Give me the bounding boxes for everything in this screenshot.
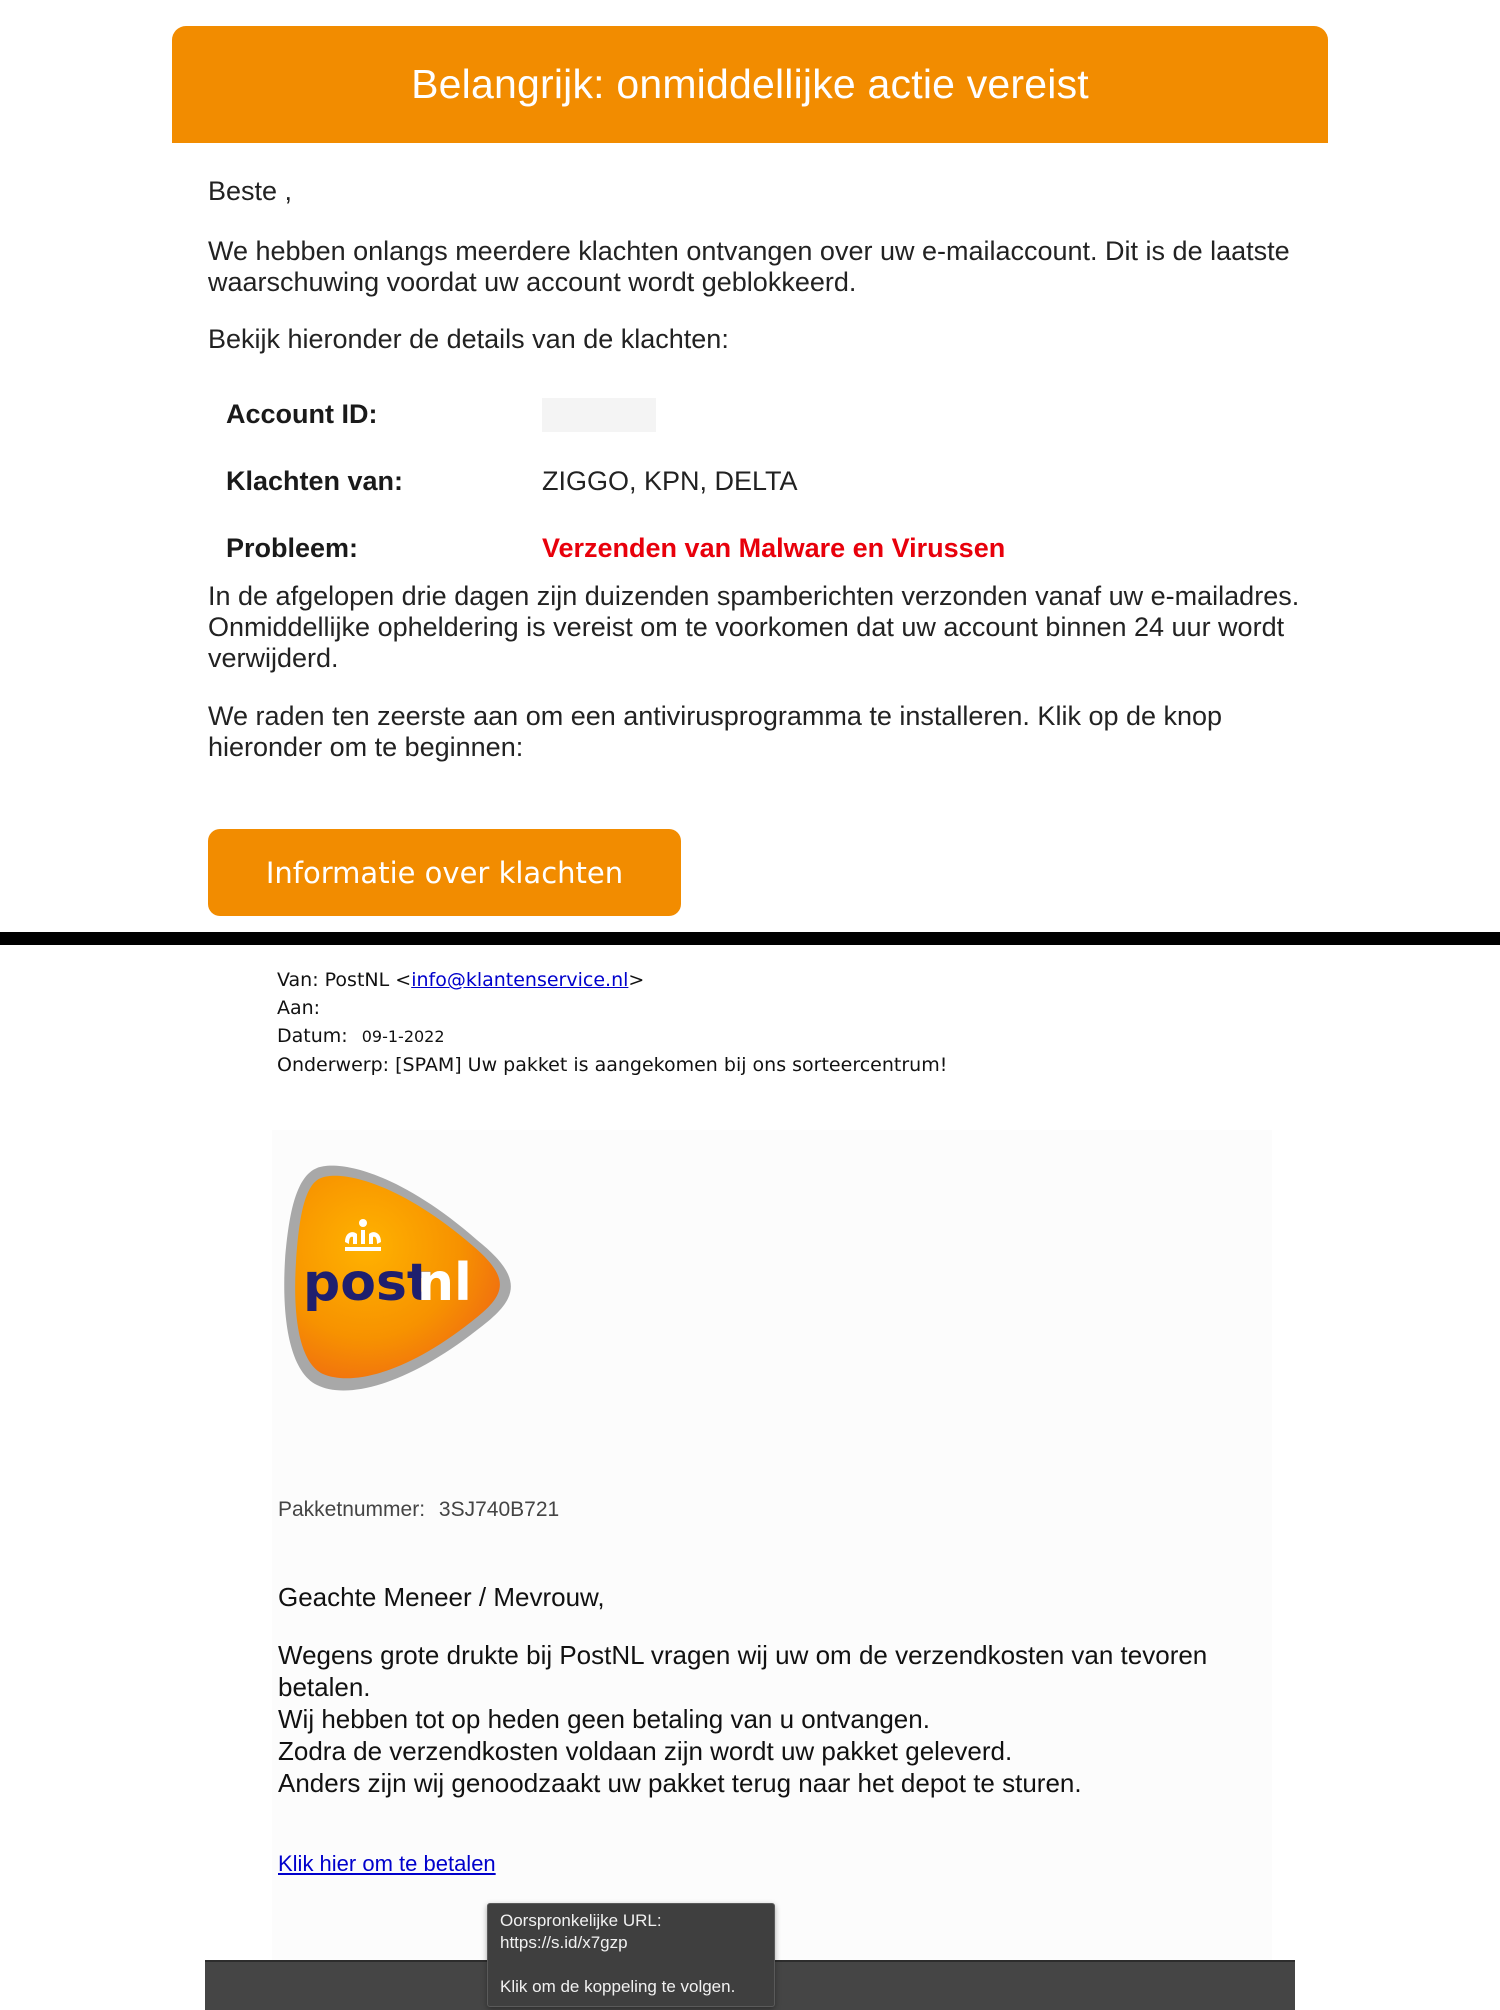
detail-label: Probleem: [226, 533, 359, 563]
body-line: Wegens grote drukte bij PostNL vragen wij uw om de verzendkosten van tevoren betalen. [278, 1640, 1208, 1702]
header-date [277, 1022, 947, 1051]
banner-title: Belangrijk: onmiddellijke actie vereist [411, 61, 1089, 107]
body-line: Wij hebben tot op heden geen betaling van u ontvangen. [278, 1704, 930, 1734]
from-label: Van: [277, 969, 319, 991]
date-label: Datum: [277, 1025, 348, 1047]
package-number-line [278, 1498, 559, 1522]
spam-paragraph: In de afgelopen drie dagen zijn duizenden spamberichten verzonden vanaf uw e-mailadres. Onmiddellijke opheldering is vereist om te voorkomen dat uw account binnen 24 uur wordt verwijderd. [208, 581, 1300, 673]
body-line: Anders zijn wij genoodzaakt uw pakket terug naar het depot te sturen. [278, 1768, 1082, 1798]
warning-email [0, 0, 1500, 932]
subject-value: [SPAM] Uw pakket is aangekomen bij ons sorteercentrum! [395, 1054, 948, 1076]
tooltip-hint: Klik om de koppeling te volgen. [500, 1977, 736, 1996]
tooltip-url: https://s.id/x7gzp [500, 1933, 628, 1952]
complaints-info-button[interactable]: Informatie over klachten [208, 829, 681, 916]
from-name: PostNL [324, 969, 390, 991]
from-email-link[interactable]: info@klantenservice.nl [411, 969, 629, 991]
intro-paragraph: We hebben onlangs meerdere klachten ontvangen over uw e-mailaccount. Dit is de laatste waarschuwing voordat uw account wordt geblokkeerd. [208, 236, 1290, 297]
detail-label: Account ID: [226, 399, 378, 429]
link-tooltip [487, 1903, 775, 2007]
detail-row-complaints-from [226, 462, 1226, 502]
salutation: Geachte Meneer / Mevrouw, [278, 1582, 605, 1612]
letter-body [278, 1639, 1288, 1799]
detail-row-account-id [226, 395, 1226, 435]
header-subject [277, 1051, 947, 1079]
to-label: Aan: [277, 997, 321, 1019]
postnl-logo [277, 1160, 527, 1395]
email-headers [277, 966, 947, 1079]
warning-banner [172, 26, 1328, 143]
redacted-account-id [542, 398, 656, 432]
body-line: Zodra de verzendkosten voldaan zijn wordt uw pakket geleverd. [278, 1736, 1013, 1766]
detail-value-problem: Verzenden van Malware en Virussen [542, 533, 1006, 563]
pay-link[interactable]: Klik hier om te betalen [278, 1851, 496, 1876]
package-number: 3SJ740B721 [438, 1498, 560, 1521]
header-from: Van: PostNL <info@klantenservice.nl> [277, 969, 645, 991]
svg-text:post: post [303, 1253, 432, 1313]
postnl-logo-icon [277, 1160, 527, 1395]
date-value: 09-1-2022 [361, 1027, 445, 1046]
antivirus-paragraph: We raden ten zeerste aan om een antivirusprogramma te installeren. Klik op de knop hieronder om te beginnen: [208, 701, 1223, 762]
header-to [277, 994, 947, 1022]
tooltip-title: Oorspronkelijke URL: [500, 1911, 662, 1930]
detail-row-problem [226, 529, 1226, 569]
detail-value: ZIGGO, KPN, DELTA [542, 466, 798, 496]
svg-text:nl: nl [417, 1253, 472, 1313]
section-divider [0, 932, 1500, 945]
greeting: Beste , [208, 176, 293, 206]
details-intro: Bekijk hieronder de details van de klachten: [208, 324, 729, 354]
package-label: Pakketnummer: [278, 1498, 426, 1521]
subject-label: Onderwerp: [277, 1054, 390, 1076]
detail-label: Klachten van: [226, 466, 404, 496]
